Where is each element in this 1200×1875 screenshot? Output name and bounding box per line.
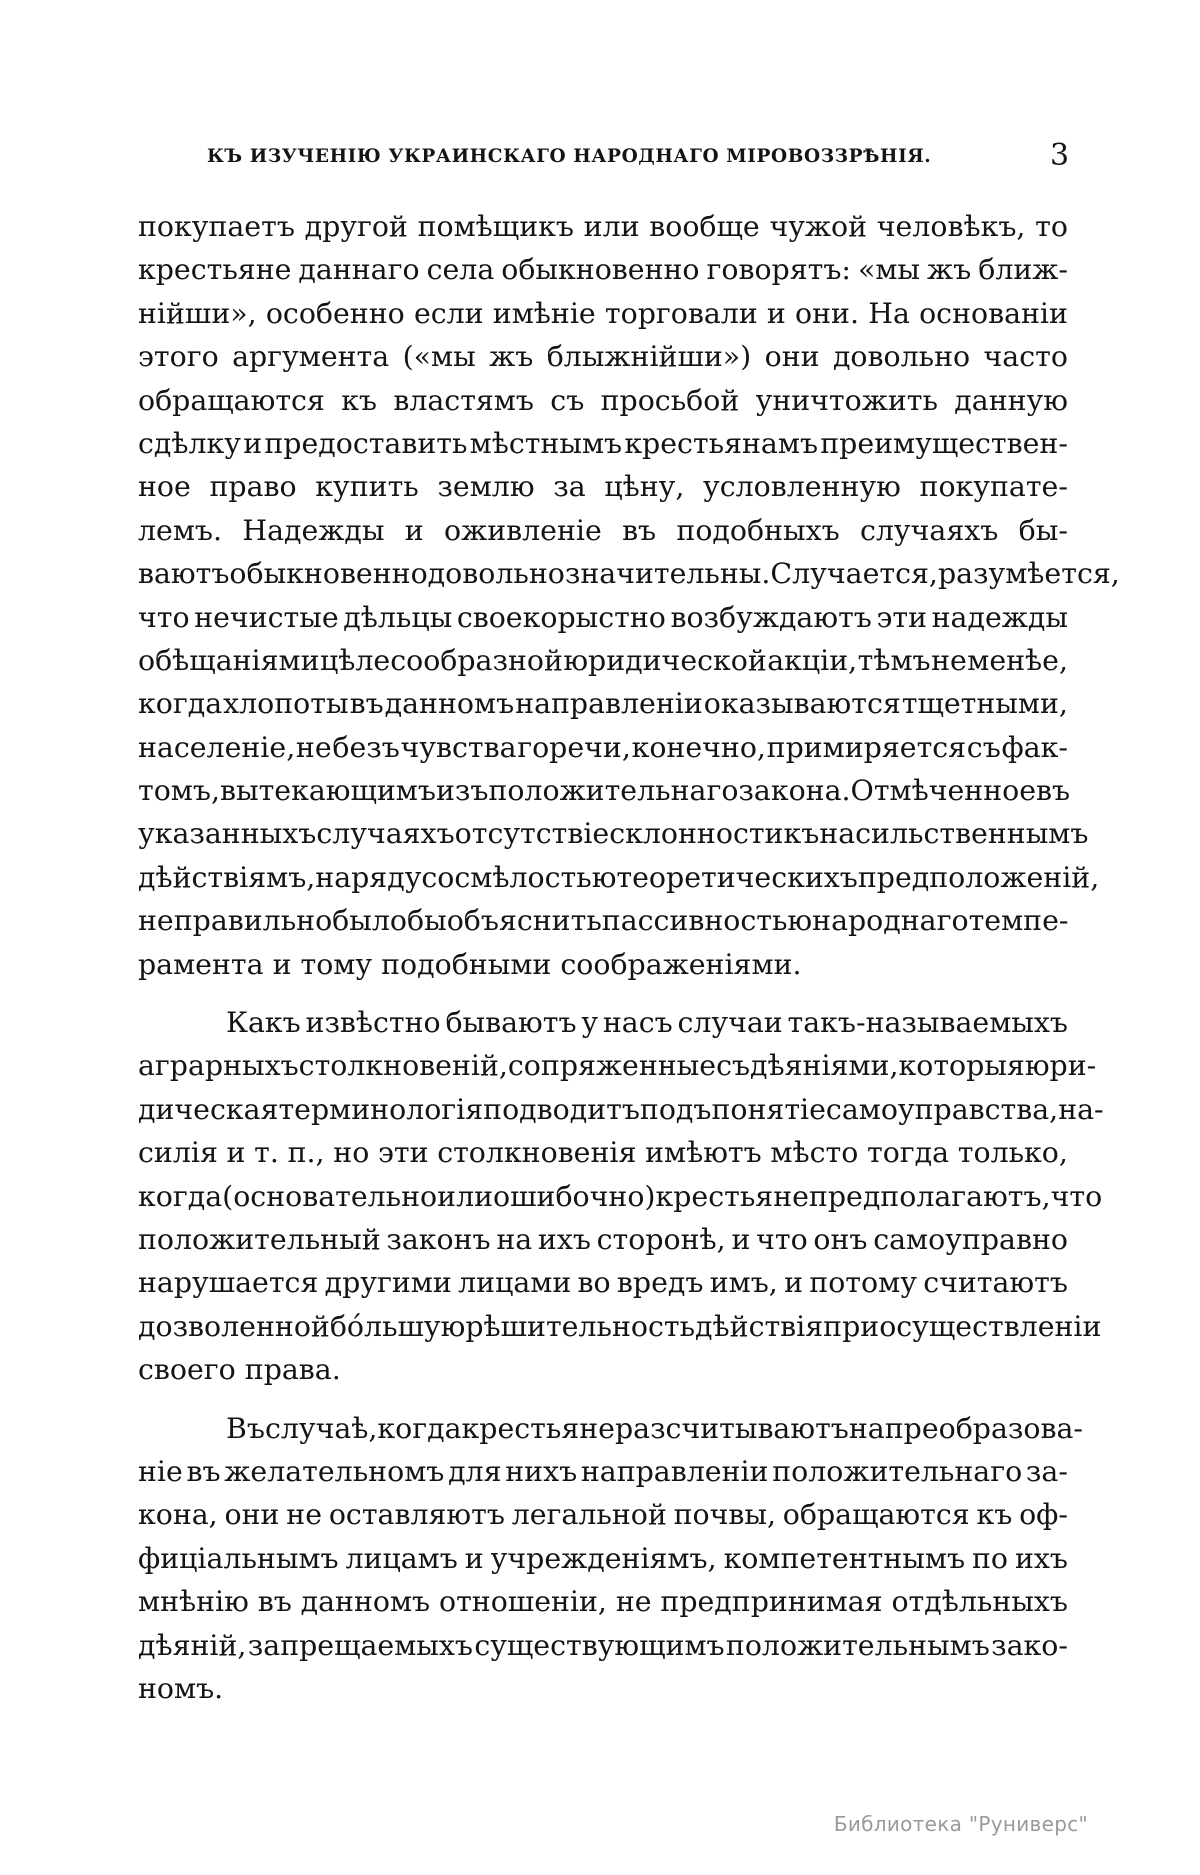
text-line: ніе въ желательномъ для нихъ направленіи положительнаго за-	[138, 1454, 1068, 1488]
text-line: указанныхъ случаяхъ отсутствіе склонности къ насильственнымъ	[138, 817, 1089, 851]
text-line: неправильно было бы объяснить пассивностью народнаго темпе-	[138, 904, 1069, 938]
text-line: лемъ. Надежды и оживленіе въ подобныхъ случаяхъ бы-	[138, 513, 1068, 547]
body-text	[138, 205, 1120, 1710]
text-line: когда (основательно или ошибочно) крестьяне предполагаютъ, что	[138, 1179, 1103, 1213]
text-line: ваютъ обыкновенно довольно значительны. Случается, разумѣется,	[138, 557, 1120, 591]
text-line: дѣйствіямъ, наряду со смѣлостью теоретическихъ предположеній,	[138, 860, 1100, 894]
text-line: Какъ извѣстно бываютъ у насъ случаи такъ-называемыхъ	[226, 1006, 1068, 1040]
text-line: фиціальнымъ лицамъ и учрежденіямъ, компетентнымъ по ихъ	[138, 1541, 1068, 1575]
text-line: кона, они не оставляютъ легальной почвы, обращаются къ оф-	[138, 1498, 1068, 1532]
text-line: населеніе, не безъ чувства горечи, конечно, примиряется съ фак-	[138, 730, 1068, 764]
text-line: ное право купить землю за цѣну, условленную покупате-	[138, 470, 1068, 504]
paragraph-2	[138, 1001, 1104, 1392]
text-line: дозволенной бо́льшую рѣшительность дѣйствія при осуществленіи	[138, 1309, 1102, 1343]
text-line: томъ, вытекающимъ изъ положительнаго закона. Отмѣченное въ	[138, 774, 1071, 808]
running-head: КЪ ИЗУЧЕНІЮ УКРАИНСКАГО НАРОДНАГО МІРОВОЗЗРѢНІЯ.	[207, 146, 932, 167]
text-line: сдѣлку и предоставить мѣстнымъ крестьянамъ преимуществен-	[138, 426, 1068, 460]
page-number: 3	[1050, 138, 1070, 173]
text-line: крестьяне даннаго села обыкновенно говорятъ: «мы жъ ближ-	[138, 253, 1068, 287]
paragraph-3	[138, 1407, 1083, 1711]
text-line: что нечистые дѣльцы своекорыстно возбуждаютъ эти надежды	[138, 600, 1068, 634]
text-line: мнѣнію въ данномъ отношеніи, не предпринимая отдѣльныхъ	[138, 1585, 1068, 1619]
library-watermark: Библиотека "Руниверс"	[833, 1812, 1088, 1836]
text-line: покупаетъ другой помѣщикъ или вообще чужой человѣкъ, то	[138, 210, 1068, 243]
text-line: обращаются къ властямъ съ просьбой уничтожить данную	[138, 383, 1068, 417]
text-line: нійши», особенно если имѣніе торговали и они. На основаніи	[138, 296, 1068, 330]
text-line: силія и т. п., но эти столкновенія имѣютъ мѣсто тогда только,	[138, 1136, 1068, 1170]
text-line: положительный законъ на ихъ сторонѣ, и что онъ самоуправно	[138, 1222, 1068, 1256]
text-line: этого аргумента («мы жъ блыжнійши») они довольно часто	[138, 340, 1068, 374]
text-line: своего права.	[138, 1353, 341, 1387]
paragraph-1	[138, 205, 1120, 986]
text-line: Въ случаѣ, когда крестьяне разсчитываютъ на преобразова-	[226, 1411, 1083, 1445]
text-line: обѣщаніями цѣлесообразной юридической акціи, тѣмъ не менѣе,	[138, 643, 1068, 677]
text-line: когда хлопоты въ данномъ направленіи оказываются тщетными,	[138, 687, 1068, 721]
page-header	[0, 138, 1200, 178]
text-line: дическая терминологія подводитъ подъ понятіе самоуправства, на-	[138, 1092, 1104, 1126]
text-line: дѣяній, запрещаемыхъ существующимъ положительнымъ зако-	[138, 1628, 1068, 1662]
text-line: нарушается другими лицами во вредъ имъ, и потому считаютъ	[138, 1266, 1068, 1300]
text-line: номъ.	[138, 1671, 224, 1705]
text-line: аграрныхъ столкновеній, сопряженные съ дѣяніями, которыя юри-	[138, 1049, 1097, 1083]
text-line: рамента и тому подобными соображеніями.	[138, 947, 802, 981]
